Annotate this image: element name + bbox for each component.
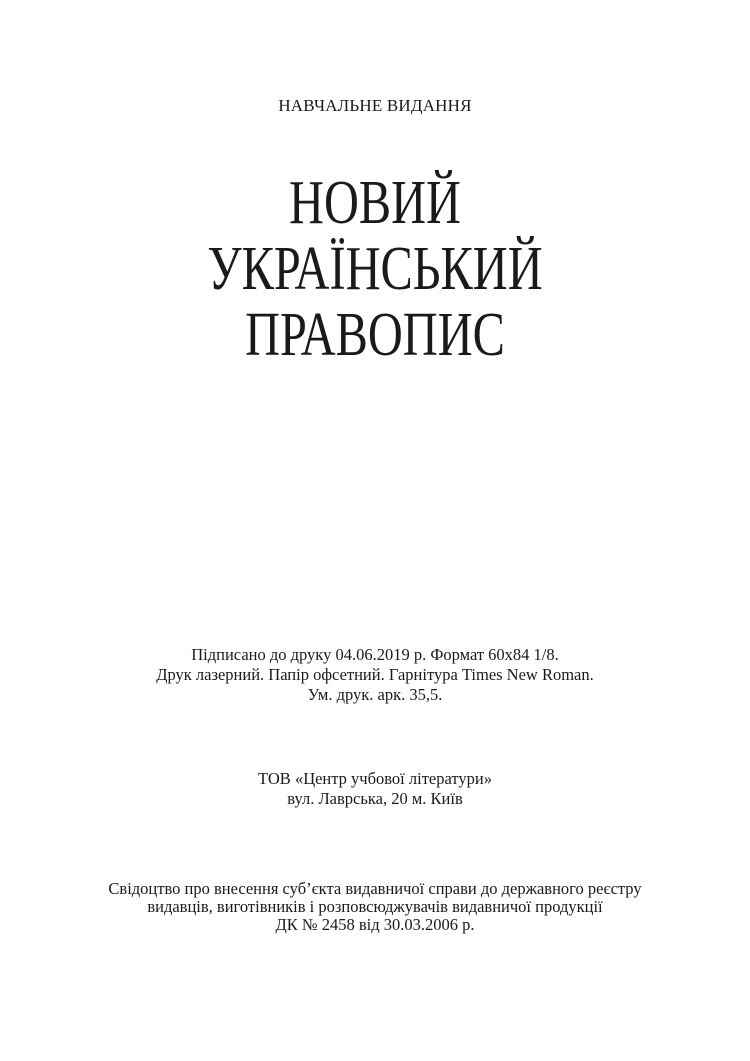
book-title <box>0 170 750 368</box>
book-title-line-1: НОВИЙ <box>289 169 461 237</box>
imprint-line-1: Підписано до друку 04.06.2019 р. Формат 60х84 1/8. <box>191 645 559 664</box>
imprint-line-3: Ум. друк. арк. 35,5. <box>307 685 443 704</box>
imprint-line-2: Друк лазерний. Папір офсетний. Гарнітура Times New Roman. <box>156 665 594 684</box>
imprint-details <box>0 645 750 705</box>
book-title-line-2: УКРАЇНСЬКИЙ <box>207 235 543 303</box>
certificate-line-2: видавців, виготівників і розповсюджувачів видавничої продукції <box>147 897 603 916</box>
publisher-address: вул. Лаврська, 20 м. Київ <box>287 789 463 808</box>
book-title-line-3: ПРАВОПИС <box>245 301 505 369</box>
certificate-line-1: Свідоцтво про внесення суб’єкта видавничої справи до державного реєстру <box>108 879 642 898</box>
publisher-name: ТОВ «Центр учбової літератури» <box>258 769 492 788</box>
series-label-text: НАВЧАЛЬНЕ ВИДАННЯ <box>278 96 472 115</box>
series-label <box>0 96 750 116</box>
certificate-line-3: ДК № 2458 від 30.03.2006 р. <box>275 915 475 934</box>
registration-certificate <box>0 880 750 934</box>
publisher-info <box>0 769 750 809</box>
